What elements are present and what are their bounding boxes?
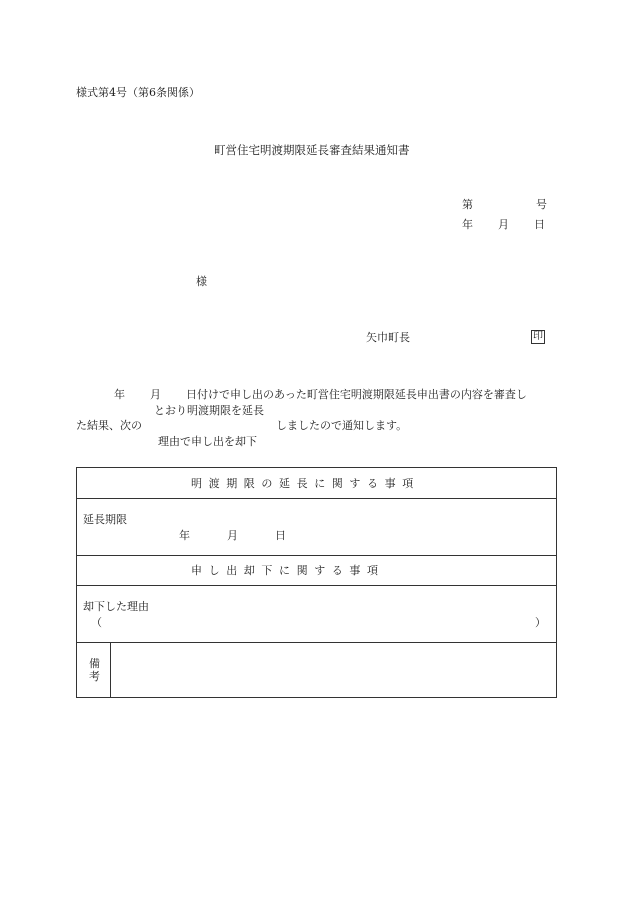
- form-code: 様式第4号（第6条関係）: [76, 86, 200, 99]
- rejection-reason-row: [77, 585, 556, 643]
- reason-paren-open: （: [91, 616, 102, 629]
- extension-date-month: 月: [227, 529, 238, 542]
- remarks-label-cell: [77, 642, 111, 697]
- issue-date-month: 月: [498, 218, 509, 231]
- issuer-name: 矢巾町長: [366, 331, 410, 344]
- extension-header-row: [77, 468, 556, 499]
- extension-date-day: 日: [275, 529, 286, 542]
- extension-date-row: [77, 498, 556, 556]
- remarks-row: [77, 642, 556, 697]
- doc-number-suffix: 号: [536, 198, 547, 211]
- body-month: 月: [150, 388, 161, 401]
- seal-mark: 印: [533, 331, 543, 342]
- form-table: [76, 467, 557, 698]
- body-option-extend: とおり明渡期限を延長: [154, 404, 264, 417]
- rejection-header-row: [77, 555, 556, 586]
- remarks-label: 備考: [89, 657, 100, 683]
- extension-date-year: 年: [179, 529, 190, 542]
- body-option-reject: 理由で申し出を却下: [158, 435, 257, 448]
- issue-date-day: 日: [534, 218, 545, 231]
- recipient-honorific: 様: [196, 275, 207, 288]
- body-line1: 日付けで申し出のあった町営住宅明渡期限延長申出書の内容を審査し: [186, 388, 527, 401]
- body-line2-end: しましたので通知します。: [276, 419, 408, 432]
- rejection-header: 申し出却下に関する事項: [191, 564, 385, 577]
- doc-number-prefix: 第: [462, 198, 473, 211]
- extension-header: 明渡期限の延長に関する事項: [191, 477, 420, 490]
- rejection-label: 却下した理由: [83, 600, 149, 613]
- extension-label: 延長期限: [83, 513, 127, 526]
- body-line2-start: た結果、次の: [76, 419, 142, 432]
- reason-paren-close: ）: [535, 616, 546, 629]
- document-title: 町営住宅明渡期限延長審査結果通知書: [214, 143, 410, 157]
- issue-date-year: 年: [462, 218, 473, 231]
- body-year: 年: [114, 388, 125, 401]
